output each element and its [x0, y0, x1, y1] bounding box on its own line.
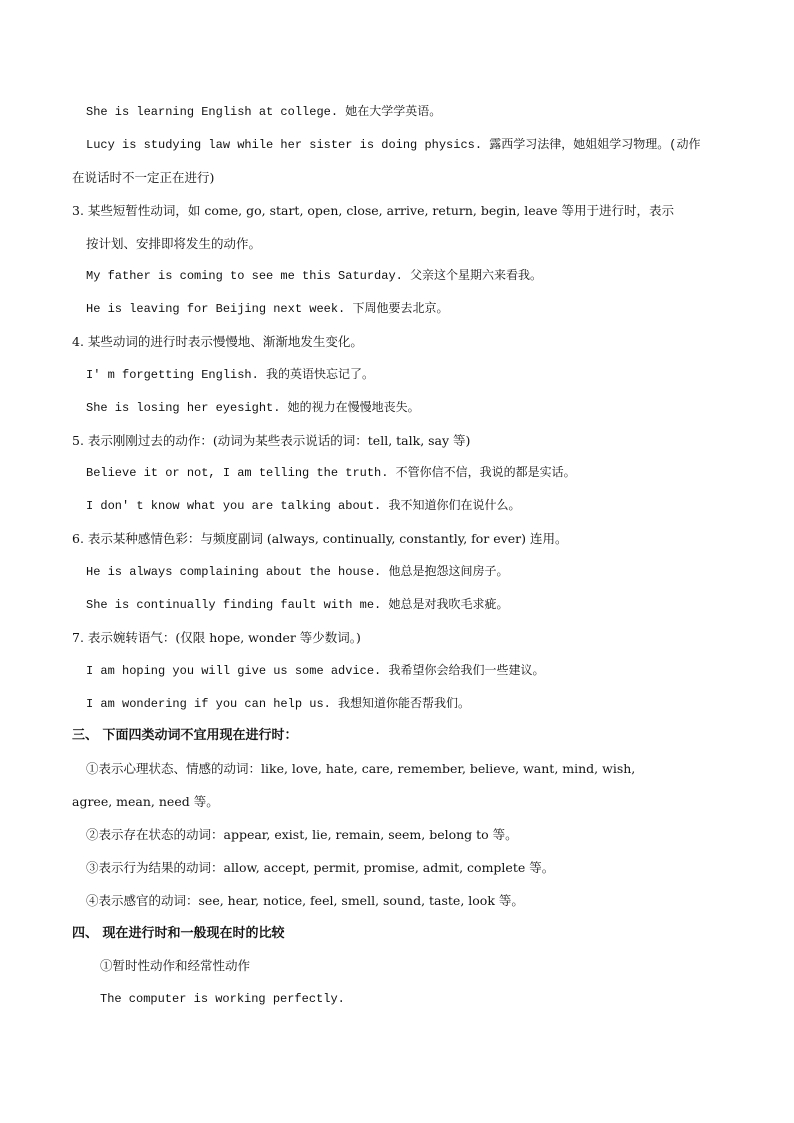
list-item: ③表示行为结果的动词：allow, accept, permit, promise, admit, complete 等。 — [86, 860, 555, 875]
body-text: 按计划、安排即将发生的动作。 — [86, 236, 262, 251]
list-item: ②表示存在状态的动词：appear, exist, lie, remain, seem, belong to 等。 — [86, 827, 518, 842]
example-sentence: She is losing her eyesight. 她的视力在慢慢地丧失。 — [86, 401, 420, 415]
list-item: ①表示心理状态、情感的动词：like, love, hate, care, remember, believe, want, mind, wish, — [86, 761, 636, 776]
rule-heading: 5. 表示刚刚过去的动作：(动词为某些表示说话的词：tell, talk, say 等) — [72, 433, 471, 448]
list-item: ④表示感官的动词：see, hear, notice, feel, smell, sound, taste, look 等。 — [86, 893, 524, 908]
example-sentence: The computer is working perfectly. — [100, 992, 345, 1006]
section-heading: 四、 现在进行时和一般现在时的比较 — [72, 926, 285, 941]
example-sentence: I am hoping you will give us some advice. 我希望你会给我们一些建议。 — [86, 664, 545, 678]
section-heading: 三、 下面四类动词不宜用现在进行时： — [72, 728, 298, 743]
example-sentence: He is leaving for Beijing next week. 下周他要去北京。 — [86, 302, 449, 316]
example-sentence: She is continually finding fault with me. 她总是对我吹毛求疵。 — [86, 598, 509, 612]
sub-heading: ①暂时性动作和经常性动作 — [100, 958, 251, 973]
example-sentence: I am wondering if you can help us. 我想知道你能否帮我们。 — [86, 697, 471, 711]
rule-heading: 7. 表示婉转语气：(仅限 hope, wonder 等少数词。) — [72, 630, 361, 645]
example-sentence: I don' t know what you are talking about. 我不知道你们在说什么。 — [86, 499, 521, 513]
rule-heading: 3. 某些短暂性动词，如 come, go, start, open, close, arrive, return, begin, leave 等用于进行时，表示 — [72, 203, 675, 218]
example-sentence: She is learning English at college. 她在大学学英语。 — [86, 105, 442, 119]
example-sentence: He is always complaining about the house. 他总是抱怨这间房子。 — [86, 565, 509, 579]
example-sentence: Believe it or not, I am telling the truth. 不管你信不信，我说的都是实话。 — [86, 466, 576, 480]
example-sentence: My father is coming to see me this Saturday. 父亲这个星期六来看我。 — [86, 269, 543, 283]
example-sentence: I' m forgetting English. 我的英语快忘记了。 — [86, 368, 375, 382]
body-text: 在说话时不一定正在进行) — [72, 170, 215, 185]
rule-heading: 4. 某些动词的进行时表示慢慢地、渐渐地发生变化。 — [72, 334, 363, 349]
example-sentence: Lucy is studying law while her sister is doing physics. 露西学习法律，她姐姐学习物理。(动作 — [86, 138, 701, 152]
body-text: agree, mean, need 等。 — [72, 794, 219, 809]
rule-heading: 6. 表示某种感情色彩：与频度副词 (always, continually, constantly, for ever) 连用。 — [72, 531, 568, 546]
